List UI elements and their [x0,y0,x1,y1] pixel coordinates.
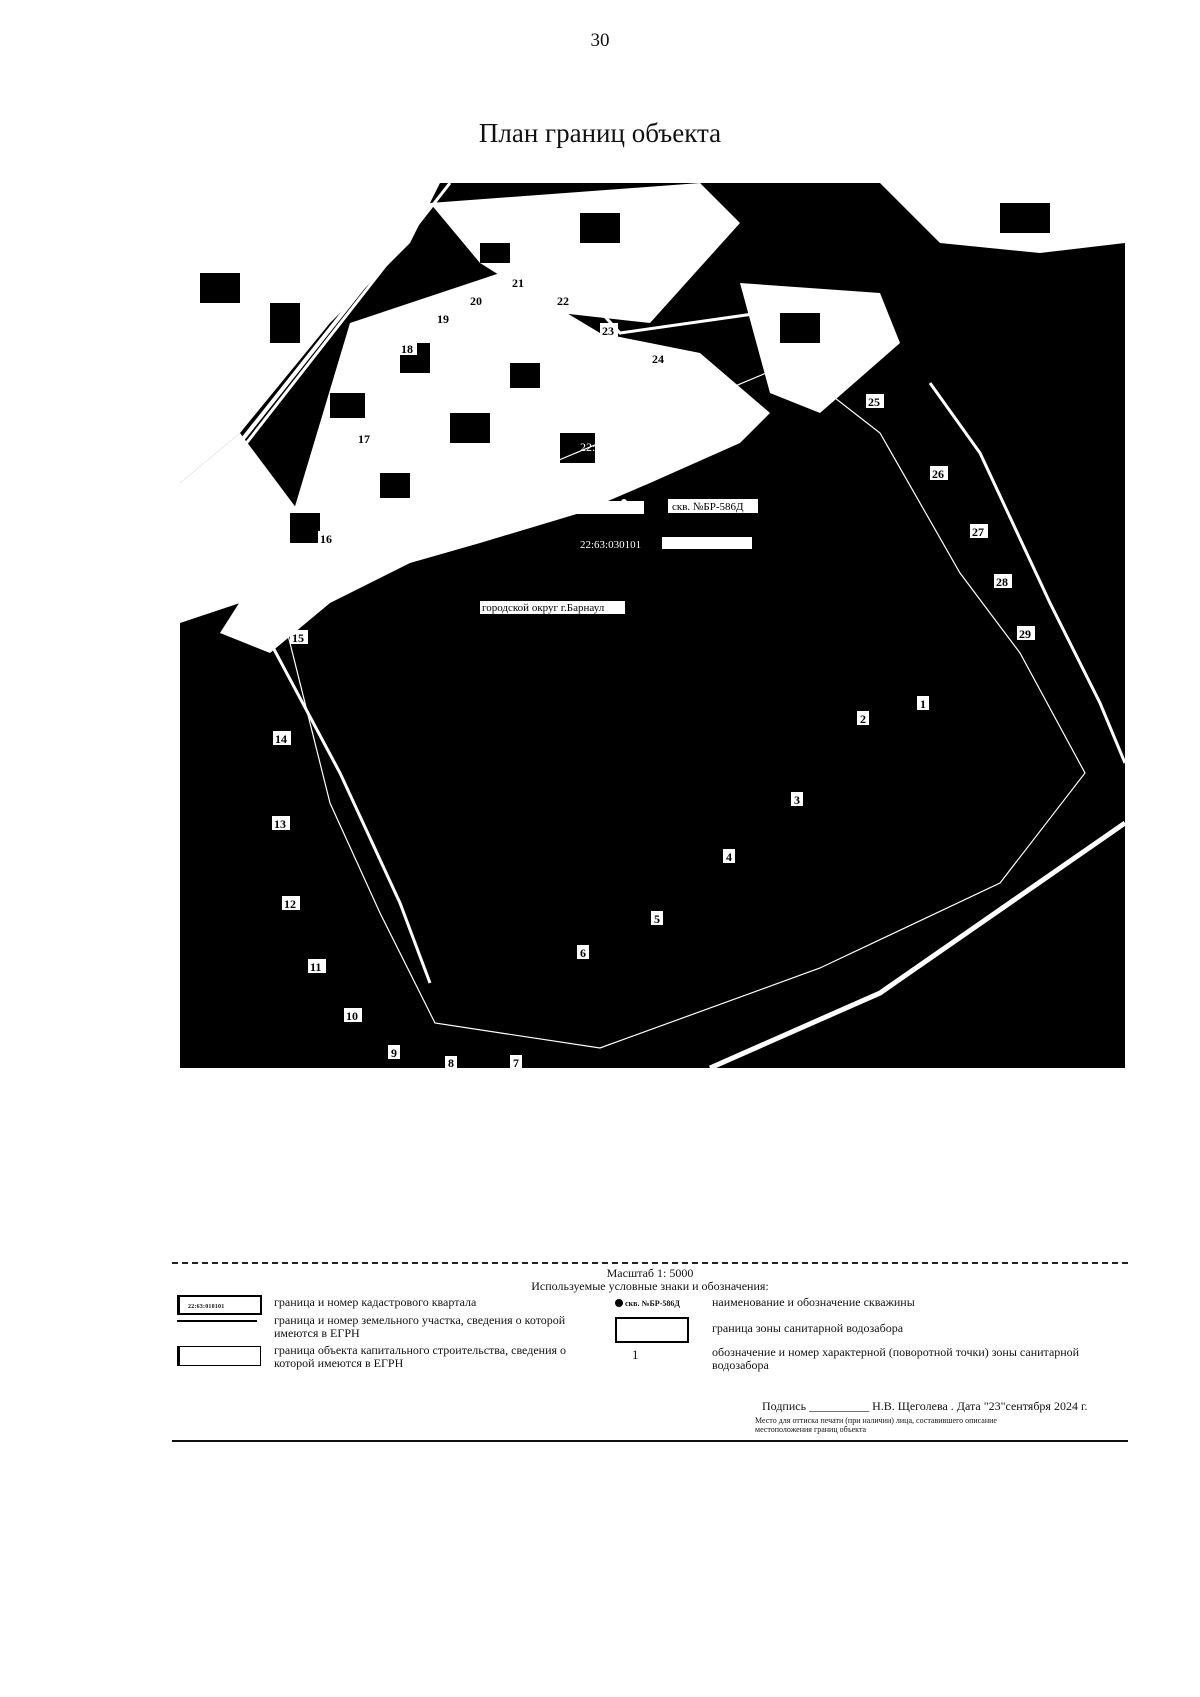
quarter-label-1: 22:63:030507 [270,219,337,233]
legend-quarter: граница и номер кадастрового квартала [274,1295,477,1309]
plot-boundary-symbol [177,1320,257,1322]
point-3: 3 [794,793,800,807]
point-symbol: 1 [632,1347,639,1362]
legend-bottom-divider [172,1440,1128,1442]
boundary-map [180,183,1125,1068]
point-23: 23 [602,324,614,338]
point-16: 16 [320,532,332,546]
point-7: 7 [513,1056,519,1068]
well-label: скв. №БР-586Д [672,501,744,513]
legend-plot: граница и номер земельного участка, сведения о которой имеются в ЕГРН [274,1313,566,1340]
point-21: 21 [512,276,524,290]
map-graphic [180,183,1125,1068]
signature-line: Подпись __________ Н.В. Щеголева . Дата "23"сентября 2024 г. [762,1399,1088,1413]
point-6: 6 [580,946,586,960]
oks-boundary-symbol [177,1346,261,1366]
page-number: 30 [590,30,610,51]
point-11: 11 [310,960,322,974]
well-dot-icon [615,1299,623,1307]
quarter-symbol-text: 22:63:010101 [188,1304,225,1310]
point-29: 29 [1019,627,1031,641]
legend-point: обозначение и номер характерной (поворотной точки) зоны санитарной водозабора [712,1345,1080,1372]
point-25: 25 [868,395,880,409]
point-9: 9 [391,1046,397,1060]
district-label: городской округ г.Барнаул [482,602,605,614]
point-27: 27 [972,525,984,539]
point-5: 5 [654,912,660,926]
point-24: 24 [652,352,664,366]
well-symbol [615,1296,680,1310]
point-20: 20 [470,294,482,308]
page-title: План границ объекта [478,118,722,148]
legend [172,1262,1128,1452]
legend-top-divider [172,1262,1128,1264]
point-8: 8 [448,1056,454,1068]
point-19: 19 [437,312,449,326]
point-4: 4 [726,850,732,864]
point-15: 15 [292,631,304,645]
well-marker [621,499,627,505]
quarter-label-3: 22:63:030101 [580,539,642,551]
legend-oks: граница объекта капитального строительства, сведения о которой имеются в ЕГРН [274,1343,567,1370]
zone-boundary-symbol [615,1317,689,1343]
point-17: 17 [358,432,370,446]
well-symbol-text: скв. №БР-586Д [625,1299,680,1308]
point-26: 26 [932,467,944,481]
quarter-label-2: 22:63:030506 [580,440,647,454]
point-28: 28 [996,575,1008,589]
point-18: 18 [401,342,413,356]
scale-label: Масштаб 1: 5000 [606,1266,694,1280]
point-10: 10 [346,1009,358,1023]
legend-well: наименование и обозначение скважины [712,1295,915,1309]
quarter-boundary-symbol [177,1295,262,1315]
point-22: 22 [557,294,569,308]
point-13: 13 [274,817,286,831]
legend-zone: граница зоны санитарной водозабора [712,1321,904,1335]
signature-caption: Место для оттиска печати (при наличии) лица, составившего описание местоположения границ объекта [755,1416,997,1434]
point-1: 1 [920,697,926,711]
point-2: 2 [860,712,866,726]
point-12: 12 [284,897,296,911]
legend-heading: Используемые условные знаки и обозначения: [531,1279,769,1293]
point-14: 14 [275,732,287,746]
